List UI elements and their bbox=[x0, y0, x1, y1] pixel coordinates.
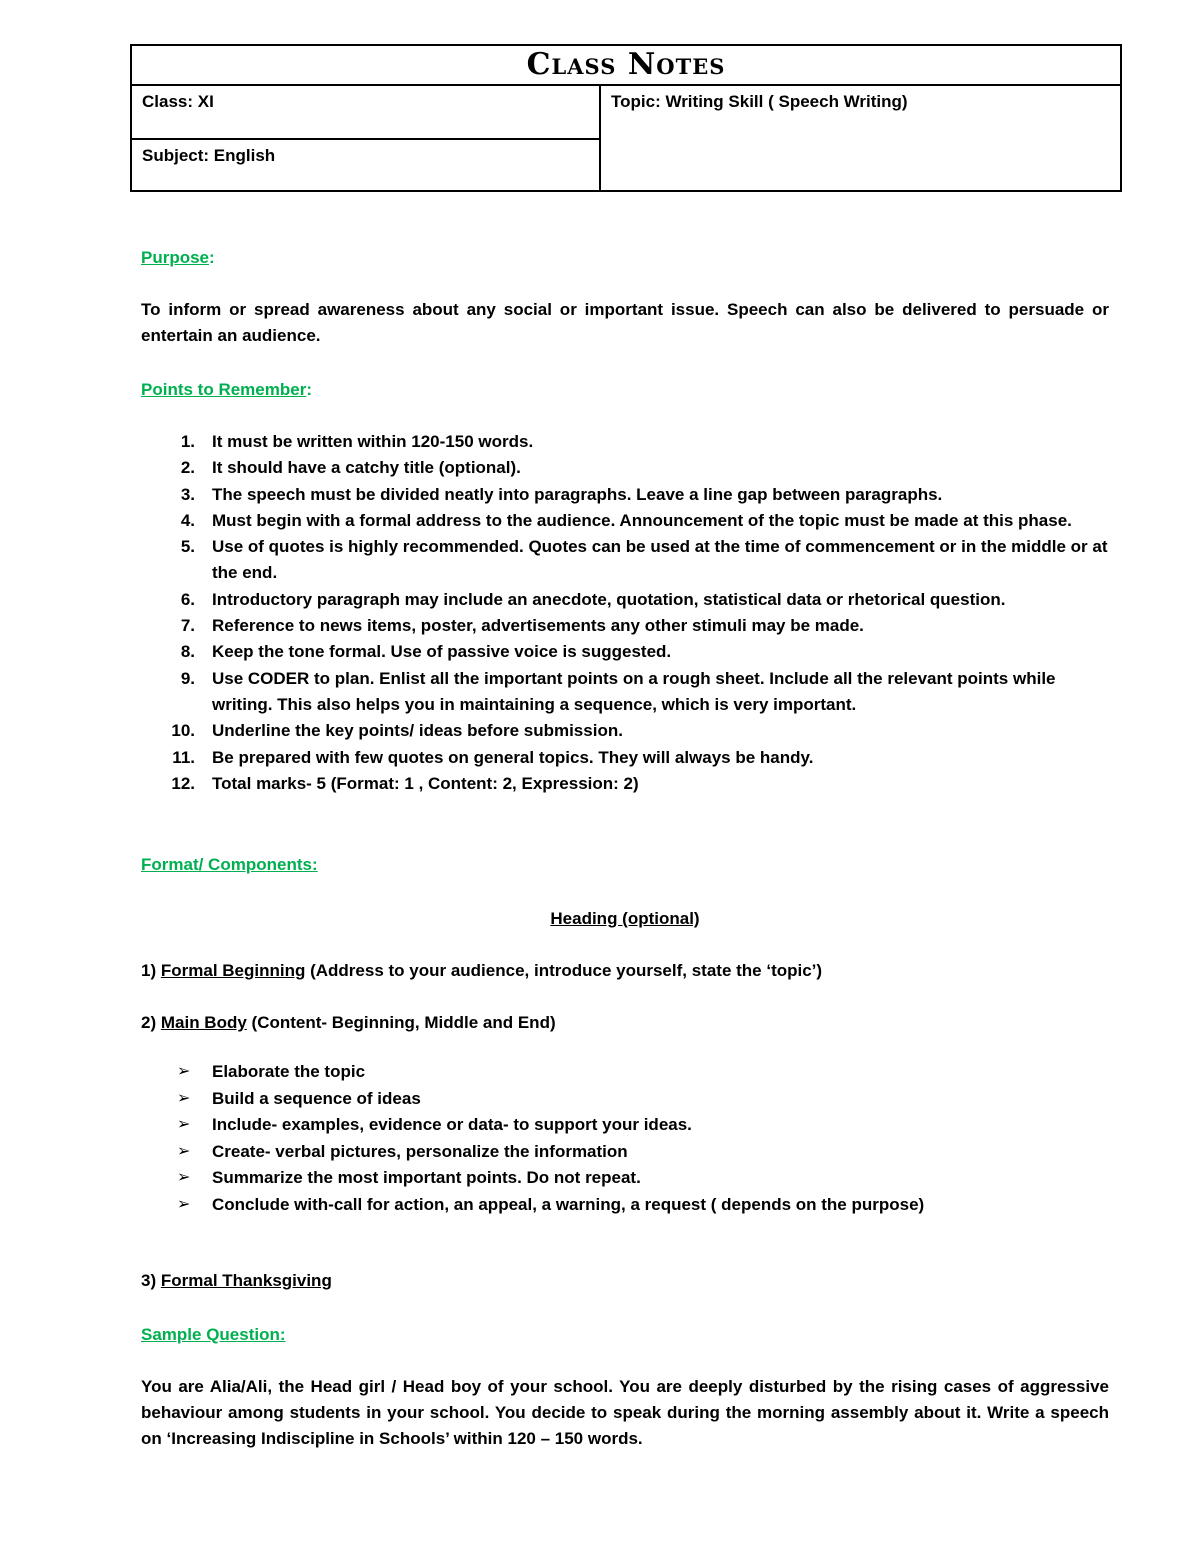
main-body-number: 2) bbox=[141, 1013, 157, 1032]
list-item-text: Underline the key points/ ideas before submission. bbox=[212, 721, 623, 741]
list-item-text: Elaborate the topic bbox=[212, 1062, 366, 1081]
formal-beginning-desc: (Address to your audience, introduce yourself, state the ‘topic’) bbox=[310, 961, 823, 980]
list-item-number: 8. bbox=[180, 642, 195, 662]
formal-beginning-number: 1) bbox=[141, 961, 157, 980]
list-item bbox=[141, 666, 1109, 719]
list-item bbox=[141, 771, 1109, 797]
main-body-bullets bbox=[141, 1059, 1109, 1218]
list-item bbox=[141, 534, 1109, 587]
list-item-text: Use of quotes is highly recommended. Quotes can be used at the time of commencement or in the middle or at the end. bbox=[212, 537, 1108, 583]
list-item-number: 4. bbox=[180, 510, 195, 530]
list-item-text: The speech must be divided neatly into paragraphs. Leave a line gap between paragraphs. bbox=[212, 484, 943, 504]
topic-cell: Topic: Writing Skill ( Speech Writing) bbox=[611, 92, 908, 111]
purpose-heading bbox=[141, 245, 1109, 271]
list-item bbox=[141, 508, 1109, 534]
header-table bbox=[130, 44, 1122, 192]
list-item-text: Summarize the most important points. Do not repeat. bbox=[212, 1168, 641, 1187]
list-item bbox=[141, 1139, 1109, 1166]
list-item bbox=[141, 587, 1109, 613]
points-heading-colon: : bbox=[306, 380, 312, 399]
format-subheading bbox=[141, 906, 1109, 932]
list-item-text: Include- examples, evidence or data- to support your ideas. bbox=[212, 1115, 692, 1134]
arrowhead-bullet-icon: ➢ bbox=[177, 1089, 191, 1107]
list-item-number: 1. bbox=[180, 432, 195, 451]
list-item bbox=[141, 1086, 1109, 1113]
subject-cell: Subject: English bbox=[132, 140, 601, 190]
list-item-text: Build a sequence of ideas bbox=[212, 1088, 421, 1108]
points-heading bbox=[141, 377, 1109, 403]
list-item bbox=[141, 1165, 1109, 1192]
list-item bbox=[141, 613, 1109, 639]
list-item-text: Introductory paragraph may include an anecdote, quotation, statistical data or rhetorical question. bbox=[212, 589, 1006, 609]
list-item-text: Must begin with a formal address to the audience. Announcement of the topic must be made at this phase. bbox=[212, 510, 1072, 530]
purpose-heading-colon: : bbox=[209, 248, 215, 267]
formal-thanksgiving-line bbox=[141, 1268, 1109, 1294]
main-body-line bbox=[141, 1010, 1109, 1036]
format-subheading-text: Heading (optional) bbox=[550, 909, 700, 928]
list-item-text: Create- verbal pictures, personalize the information bbox=[212, 1141, 628, 1161]
list-item bbox=[141, 639, 1109, 665]
page-title: Class Notes bbox=[132, 46, 1120, 86]
list-item-text: Keep the tone formal. Use of passive voice is suggested. bbox=[212, 642, 672, 662]
formal-thanksgiving-number: 3) bbox=[141, 1271, 157, 1290]
list-item bbox=[141, 1059, 1109, 1086]
list-item-text: Use CODER to plan. Enlist all the important points on a rough sheet. Include all the relevant points while writing. This also helps you in maintaining a sequence, which is very important. bbox=[212, 668, 1056, 714]
formal-thanksgiving-title: Formal Thanksgiving bbox=[160, 1271, 332, 1290]
purpose-text: To inform or spread awareness about any social or important issue. Speech can also be delivered to persuade or entertain an audience. bbox=[141, 300, 1109, 345]
sample-question-text: You are Alia/Ali, the Head girl / Head boy of your school. You are deeply disturbed by the rising cases of aggressive behaviour among students in your school. You decide to speak during the morning assembly about it. Write a speech on ‘Increasing Indiscipline in Schools’ within 120 – 150 words. bbox=[141, 1377, 1109, 1448]
points-heading-text: Points to Remember bbox=[141, 380, 307, 399]
list-item bbox=[141, 1192, 1109, 1219]
list-item-number: 2. bbox=[180, 458, 195, 478]
list-item-text: Reference to news items, poster, advertisements any other stimuli may be made. bbox=[212, 616, 864, 636]
list-item-text: Conclude with-call for action, an appeal, a warning, a request ( depends on the purpose) bbox=[212, 1194, 925, 1214]
list-item-number: 7. bbox=[180, 616, 195, 636]
list-item-number: 10. bbox=[171, 721, 195, 741]
list-item-number: 3. bbox=[180, 484, 195, 504]
sample-heading bbox=[141, 1322, 1109, 1348]
list-item-text: Be prepared with few quotes on general topics. They will always be handy. bbox=[212, 747, 814, 767]
list-item-number: 12. bbox=[171, 773, 195, 793]
list-item bbox=[141, 482, 1109, 508]
list-item bbox=[141, 745, 1109, 771]
arrowhead-bullet-icon: ➢ bbox=[177, 1142, 191, 1160]
list-item-number: 11. bbox=[172, 747, 195, 767]
list-item bbox=[141, 429, 1109, 455]
arrowhead-bullet-icon: ➢ bbox=[177, 1169, 191, 1186]
sample-heading-text: Sample Question: bbox=[141, 1325, 286, 1344]
list-item-number: 6. bbox=[180, 589, 195, 609]
list-item-number: 9. bbox=[180, 668, 195, 688]
points-list bbox=[141, 429, 1109, 797]
list-item-text: Total marks- 5 (Format: 1 , Content: 2, Expression: 2) bbox=[212, 773, 639, 793]
arrowhead-bullet-icon: ➢ bbox=[177, 1063, 191, 1080]
list-item bbox=[141, 1112, 1109, 1139]
format-heading bbox=[141, 852, 1109, 878]
list-item bbox=[141, 455, 1109, 481]
list-item-text: It must be written within 120-150 words. bbox=[212, 432, 534, 451]
purpose-heading-text: Purpose bbox=[141, 248, 210, 267]
list-item-text: It should have a catchy title (optional). bbox=[212, 458, 521, 478]
formal-beginning-line bbox=[141, 958, 1109, 984]
main-body-desc: (Content- Beginning, Middle and End) bbox=[251, 1013, 556, 1032]
formal-beginning-title: Formal Beginning bbox=[160, 961, 306, 980]
format-heading-text: Format/ Components: bbox=[141, 855, 318, 874]
main-body-title: Main Body bbox=[160, 1013, 247, 1032]
arrowhead-bullet-icon: ➢ bbox=[177, 1195, 191, 1213]
class-cell: Class: XI bbox=[132, 86, 601, 140]
arrowhead-bullet-icon: ➢ bbox=[177, 1116, 191, 1133]
list-item bbox=[141, 718, 1109, 744]
list-item-number: 5. bbox=[180, 537, 195, 557]
